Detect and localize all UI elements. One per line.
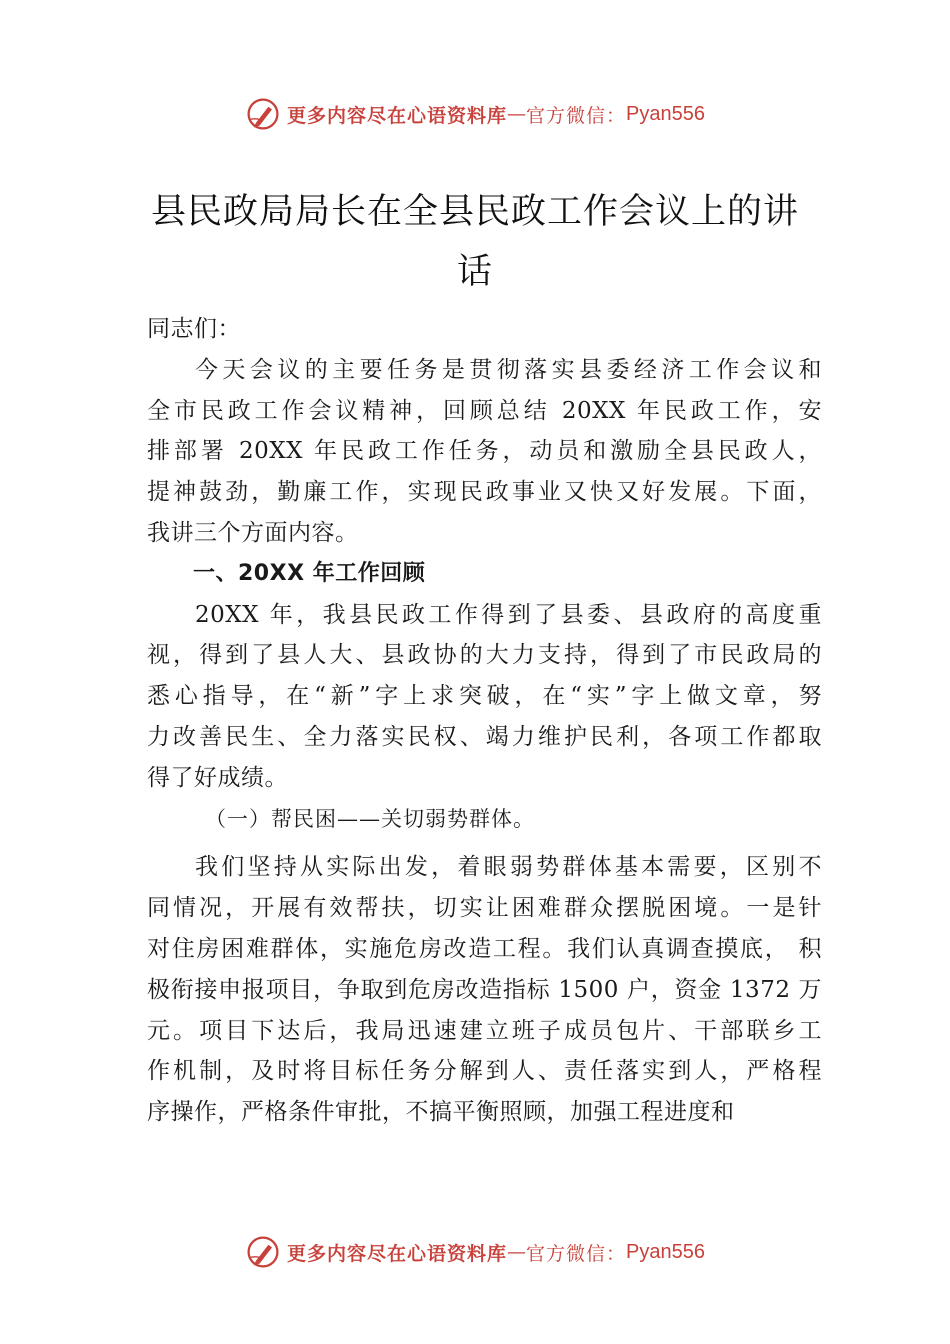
paragraph-line: 序操作，严格条件审批，不搞平衡照顾，加强工程进度和 — [147, 1099, 735, 1126]
paragraph-line: 作机制，及时将目标任务分解到人、责任落实到人，严格程 — [147, 1058, 822, 1085]
paragraph-line: 排部署 20XX 年民政工作任务，动员和激励全县民政人， — [147, 438, 822, 465]
banner-promo-text: 更多内容尽在心语资料库 — [287, 104, 508, 127]
document-body — [147, 309, 822, 1133]
title-line-1: 县民政局局长在全县民政工作会议上的讲 — [150, 192, 799, 232]
document-title — [110, 182, 840, 302]
paragraph-line: 力改善民生、全力落实民权、竭力维护民利，各项工作都取 — [147, 723, 822, 750]
banner-account: Pyan556 — [626, 1240, 705, 1263]
paragraph-line: 对住房困难群体，实施危房改造工程。我们认真调查摸底， 积 — [147, 935, 822, 962]
subsection-heading-1: （一）帮民困——关切弱势群体。 — [205, 806, 535, 831]
paragraph-line: 同情况，开展有效帮扶，切实让困难群众摆脱困境。一是针 — [147, 895, 822, 922]
banner-separator: — — [507, 1241, 527, 1263]
paragraph-line: 今天会议的主要任务是贯彻落实县委经济工作会议和 — [195, 356, 822, 383]
paragraph-line: 元。项目下达后，我局迅速建立班子成员包片、干部联乡工 — [147, 1017, 822, 1044]
paragraph-line: 得了好成绩。 — [147, 764, 288, 791]
banner-promo-text: 更多内容尽在心语资料库 — [287, 1242, 508, 1265]
banner-wechat-label: 官方微信： — [526, 1242, 627, 1265]
title-line-2: 话 — [456, 252, 493, 292]
footer-banner — [0, 1232, 950, 1272]
salutation: 同志们： — [147, 316, 241, 342]
header-banner — [0, 94, 950, 134]
pen-logo-icon — [245, 96, 281, 132]
paragraph-3 — [147, 847, 822, 1133]
paragraph-line: 我们坚持从实际出发，着眼弱势群体基本需要，区别不 — [195, 854, 822, 881]
section-heading-1: 一、20XX 年工作回顾 — [193, 560, 426, 586]
paragraph-line: 视，得到了县人大、县政协的大力支持，得到了市民政局的 — [147, 642, 822, 669]
paragraph-line: 提神鼓劲，勤廉工作，实现民政事业又快又好发展。下面， — [147, 479, 822, 506]
paragraph-line: 我讲三个方面内容。 — [147, 519, 359, 546]
paragraph-2 — [147, 595, 822, 799]
banner-separator: — — [507, 103, 527, 125]
banner-account: Pyan556 — [626, 102, 705, 125]
paragraph-line: 极衔接申报项目，争取到危房改造指标 1500 户，资金 1372 万 — [147, 976, 822, 1003]
paragraph-line: 20XX 年，我县民政工作得到了县委、县政府的高度重 — [195, 601, 822, 628]
banner-wechat-label: 官方微信： — [526, 104, 627, 127]
paragraph-line: 悉心指导，在“新”字上求突破，在“实”字上做文章，努 — [147, 683, 822, 710]
paragraph-1 — [147, 350, 822, 554]
paragraph-line: 全市民政工作会议精神，回顾总结 20XX 年民政工作，安 — [147, 397, 822, 424]
pen-logo-icon — [245, 1234, 281, 1270]
